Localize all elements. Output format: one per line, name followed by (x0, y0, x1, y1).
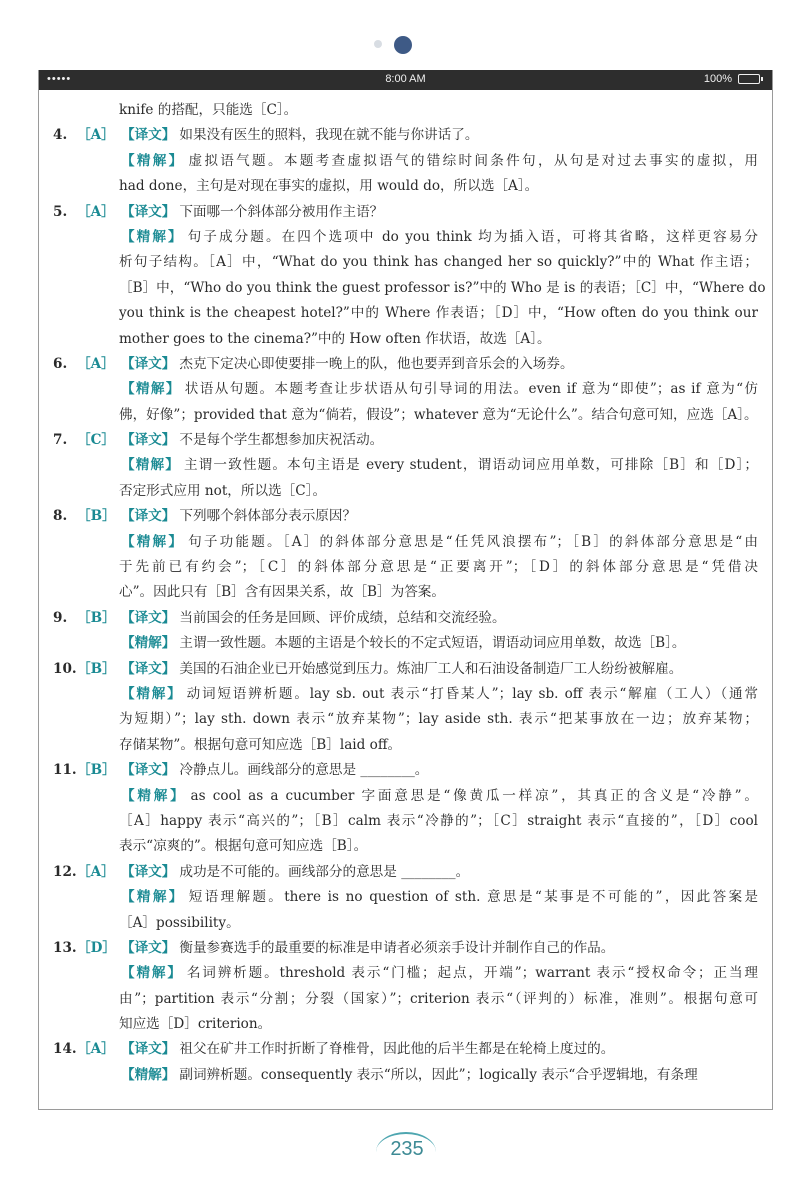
page-number: 235 (390, 1138, 424, 1160)
explanation-line (39, 682, 772, 707)
explanation-line (39, 225, 772, 250)
explanation-tag: 【精解】 (121, 1066, 176, 1083)
explanation-tag: 【精解】 (121, 457, 180, 474)
camera-lens (394, 36, 412, 54)
page-footer (0, 1120, 800, 1180)
continuation-line: knife 的搭配，只能选［C］。 (119, 102, 298, 118)
explanation-text: 名词辨析题。threshold 表示“门槛；起点，开端”；warrant 表示“授权命令；正当理 (186, 965, 758, 982)
continuation-line: 为短期）”；lay sth. down 表示“放弃某物”；lay aside sth. 表示“把某事放在一边；放弃某物； (119, 711, 758, 728)
answer-key: ［B］ (77, 660, 116, 677)
answer-item (39, 123, 772, 148)
explanation-tag: 【精解】 (121, 635, 176, 652)
explanation-text: 虚拟语气题。本题考查虚拟语气的错综时间条件句，从句是对过去事实的虚拟，用 (188, 152, 758, 169)
question-number: 8. (53, 508, 68, 525)
translation-tag: 【译文】 (121, 939, 176, 956)
answer-key: ［C］ (77, 432, 116, 449)
explanation-line (39, 784, 772, 809)
tablet-bezel (0, 0, 800, 70)
status-bar (39, 70, 772, 90)
answer-item (39, 860, 772, 885)
answer-key: ［A］ (77, 203, 115, 220)
translation-text: 杰克下定决心即使要排一晚上的队，他也要弄到音乐会的入场券。 (179, 355, 574, 372)
explanation-tag: 【精解】 (121, 228, 184, 245)
continuation-line: mother goes to the cinema?”中的 How often 作状语，故选［A］。 (119, 330, 551, 347)
explanation-text: 主谓一致性题。本句主语是 every student，谓语动词应用单数，可排除［B］和［D］； (183, 457, 759, 474)
answer-key: ［A］ (77, 863, 115, 880)
question-number: 14. (53, 1041, 77, 1058)
translation-text: 不是每个学生都想参加庆祝活动。 (179, 432, 384, 449)
signal-indicator: ••••• (47, 73, 72, 85)
answer-key: ［B］ (77, 609, 116, 626)
explanation-line (39, 149, 772, 174)
explanation-line (39, 377, 772, 402)
translation-tag: 【译文】 (121, 432, 176, 449)
answer-key: ［A］ (77, 1041, 115, 1058)
answer-item (39, 504, 772, 529)
explanation-line (39, 530, 772, 555)
translation-text: 下列哪个斜体部分表示原因？ (179, 508, 357, 525)
continuation-line: ［B］中，“Who do you think the guest professor is?”中的 Who 是 is 的表语；［C］中，“Where do (119, 279, 766, 296)
explanation-text: as cool as a cucumber 字面意思是“像黄瓜一样凉”，其真正的含义是“冷静”。 (190, 787, 758, 804)
translation-tag: 【译文】 (121, 127, 176, 144)
translation-tag: 【译文】 (121, 508, 176, 525)
explanation-text: 短语理解题。there is no question of sth. 意思是“某事是不可能的”，因此答案是 (188, 889, 759, 906)
battery-percent: 100% (703, 73, 732, 85)
translation-text: 衡量参赛选手的最重要的标准是申请者必须亲手设计并制作自己的作品。 (179, 939, 615, 956)
continuation-line: had done，主句是对现在事实的虚拟，用 would do，所以选［A］。 (119, 178, 539, 195)
continuation-line: 佛，好像”；provided that 意为“倘若，假设”；whatever 意为“无论什么”。结合句意可知，应选［A］。 (119, 406, 758, 423)
answer-item (39, 428, 772, 453)
answer-key: ［B］ (77, 508, 116, 525)
explanation-line (39, 885, 772, 910)
answer-item (39, 758, 772, 783)
status-time: 8:00 AM (385, 73, 426, 85)
translation-text: 当前国会的任务是回顾、评价成绩，总结和交流经验。 (179, 609, 506, 626)
answer-item (39, 352, 772, 377)
explanation-tag: 【精解】 (121, 965, 183, 982)
translation-text: 祖父在矿井工作时折断了脊椎骨，因此他的后半生都是在轮椅上度过的。 (179, 1041, 615, 1058)
answer-item (39, 657, 772, 682)
explanation-line (39, 453, 772, 478)
question-number: 13. (53, 939, 77, 956)
question-number: 12. (53, 863, 77, 880)
answer-key: ［B］ (77, 762, 116, 779)
explanation-line (39, 631, 772, 656)
translation-text: 冷静点儿。画线部分的意思是 ________。 (179, 762, 429, 779)
explanation-text: 句子功能题。［A］的斜体部分意思是“任凭风浪摆布”；［B］的斜体部分意思是“由 (188, 533, 759, 550)
continuation-line: 于先前已有约会”；［C］的斜体部分意思是“正要离开”；［D］的斜体部分意思是“凭借决 (119, 559, 758, 576)
screen-frame (38, 70, 773, 1110)
translation-tag: 【译文】 (121, 355, 176, 372)
question-number: 7. (53, 432, 68, 449)
continuation-line: ［A］possibility。 (119, 914, 240, 931)
explanation-line (39, 1063, 772, 1088)
battery-icon (738, 74, 760, 84)
explanation-text: 状语从句题。本题考查让步状语从句引导词的用法。even if 意为“即使”；as if 意为“仿 (184, 381, 759, 398)
continuation-line: ［A］happy 表示“高兴的”；［B］calm 表示“冷静的”；［C］straight 表示“直接的”，［D］cool (119, 812, 758, 829)
answer-key: ［A］ (77, 355, 115, 372)
translation-text: 如果没有医生的照料，我现在就不能与你讲话了。 (179, 127, 479, 144)
answer-key: ［A］ (77, 127, 115, 144)
translation-tag: 【译文】 (121, 203, 176, 220)
translation-tag: 【译文】 (121, 863, 176, 880)
translation-text: 成功是不可能的。画线部分的意思是 ________。 (179, 863, 470, 880)
answer-key: ［D］ (77, 939, 116, 956)
continuation-line: 表示“凉爽的”。根据句意可知应选［B］。 (119, 838, 368, 855)
translation-tag: 【译文】 (121, 660, 176, 677)
continuation-line: 心”。因此只有［B］含有因果关系，故［B］为答案。 (119, 584, 445, 601)
question-number: 4. (53, 127, 68, 144)
continuation-line: you think is the cheapest hotel?”中的 Where 作表语；［D］中，“How often do you think our (119, 305, 758, 322)
translation-text: 美国的石油企业已开始感觉到压力。炼油厂工人和石油设备制造厂工人纷纷被解雇。 (179, 660, 683, 677)
answer-item (39, 606, 772, 631)
explanation-tag: 【精解】 (121, 381, 181, 398)
continuation-line: 否定形式应用 not，所以选［C］。 (119, 482, 327, 499)
question-number: 9. (53, 609, 68, 626)
battery-status (704, 73, 760, 85)
answer-item (39, 1037, 772, 1062)
answer-item (39, 936, 772, 961)
explanation-tag: 【精解】 (121, 533, 185, 550)
explanation-text: 副词辨析题。consequently 表示“所以，因此”；logically 表示“合乎逻辑地，有条理 (179, 1066, 698, 1083)
explanation-tag: 【精解】 (121, 787, 187, 804)
translation-tag: 【译文】 (121, 609, 176, 626)
continuation-line: 存储某物”。根据句意可知应选［B］laid off。 (119, 736, 402, 753)
explanation-line (39, 961, 772, 986)
explanation-text: 句子成分题。在四个选项中 do you think 均为插入语，可将其省略，这样更容易分 (187, 228, 758, 245)
explanation-tag: 【精解】 (121, 152, 185, 169)
translation-tag: 【译文】 (121, 762, 176, 779)
question-number: 10. (53, 660, 77, 677)
answer-explanations (39, 98, 772, 1088)
answer-item (39, 200, 772, 225)
explanation-text: 动词短语辨析题。lay sb. out 表示“打昏某人”；lay sb. off 表示“解雇（工人）（通常 (186, 685, 759, 702)
explanation-text: 主谓一致性题。本题的主语是个较长的不定式短语，谓语动词应用单数，故选［B］。 (179, 635, 686, 652)
question-number: 5. (53, 203, 68, 220)
translation-tag: 【译文】 (121, 1041, 176, 1058)
translation-text: 下面哪一个斜体部分被用作主语？ (179, 203, 384, 220)
continuation-line: 析句子结构。［A］中，“What do you think has changed her so quickly?”中的 What 作主语； (119, 254, 758, 271)
continuation-line: 由”；partition 表示“分割；分裂（国家）”；criterion 表示“（评判的）标准，准则”。根据句意可 (119, 990, 758, 1007)
explanation-tag: 【精解】 (121, 685, 183, 702)
continuation-line: 知应选［D］criterion。 (119, 1016, 272, 1033)
sensor-dot (374, 40, 382, 48)
question-number: 11. (53, 762, 77, 779)
question-number: 6. (53, 355, 68, 372)
explanation-tag: 【精解】 (121, 889, 185, 906)
